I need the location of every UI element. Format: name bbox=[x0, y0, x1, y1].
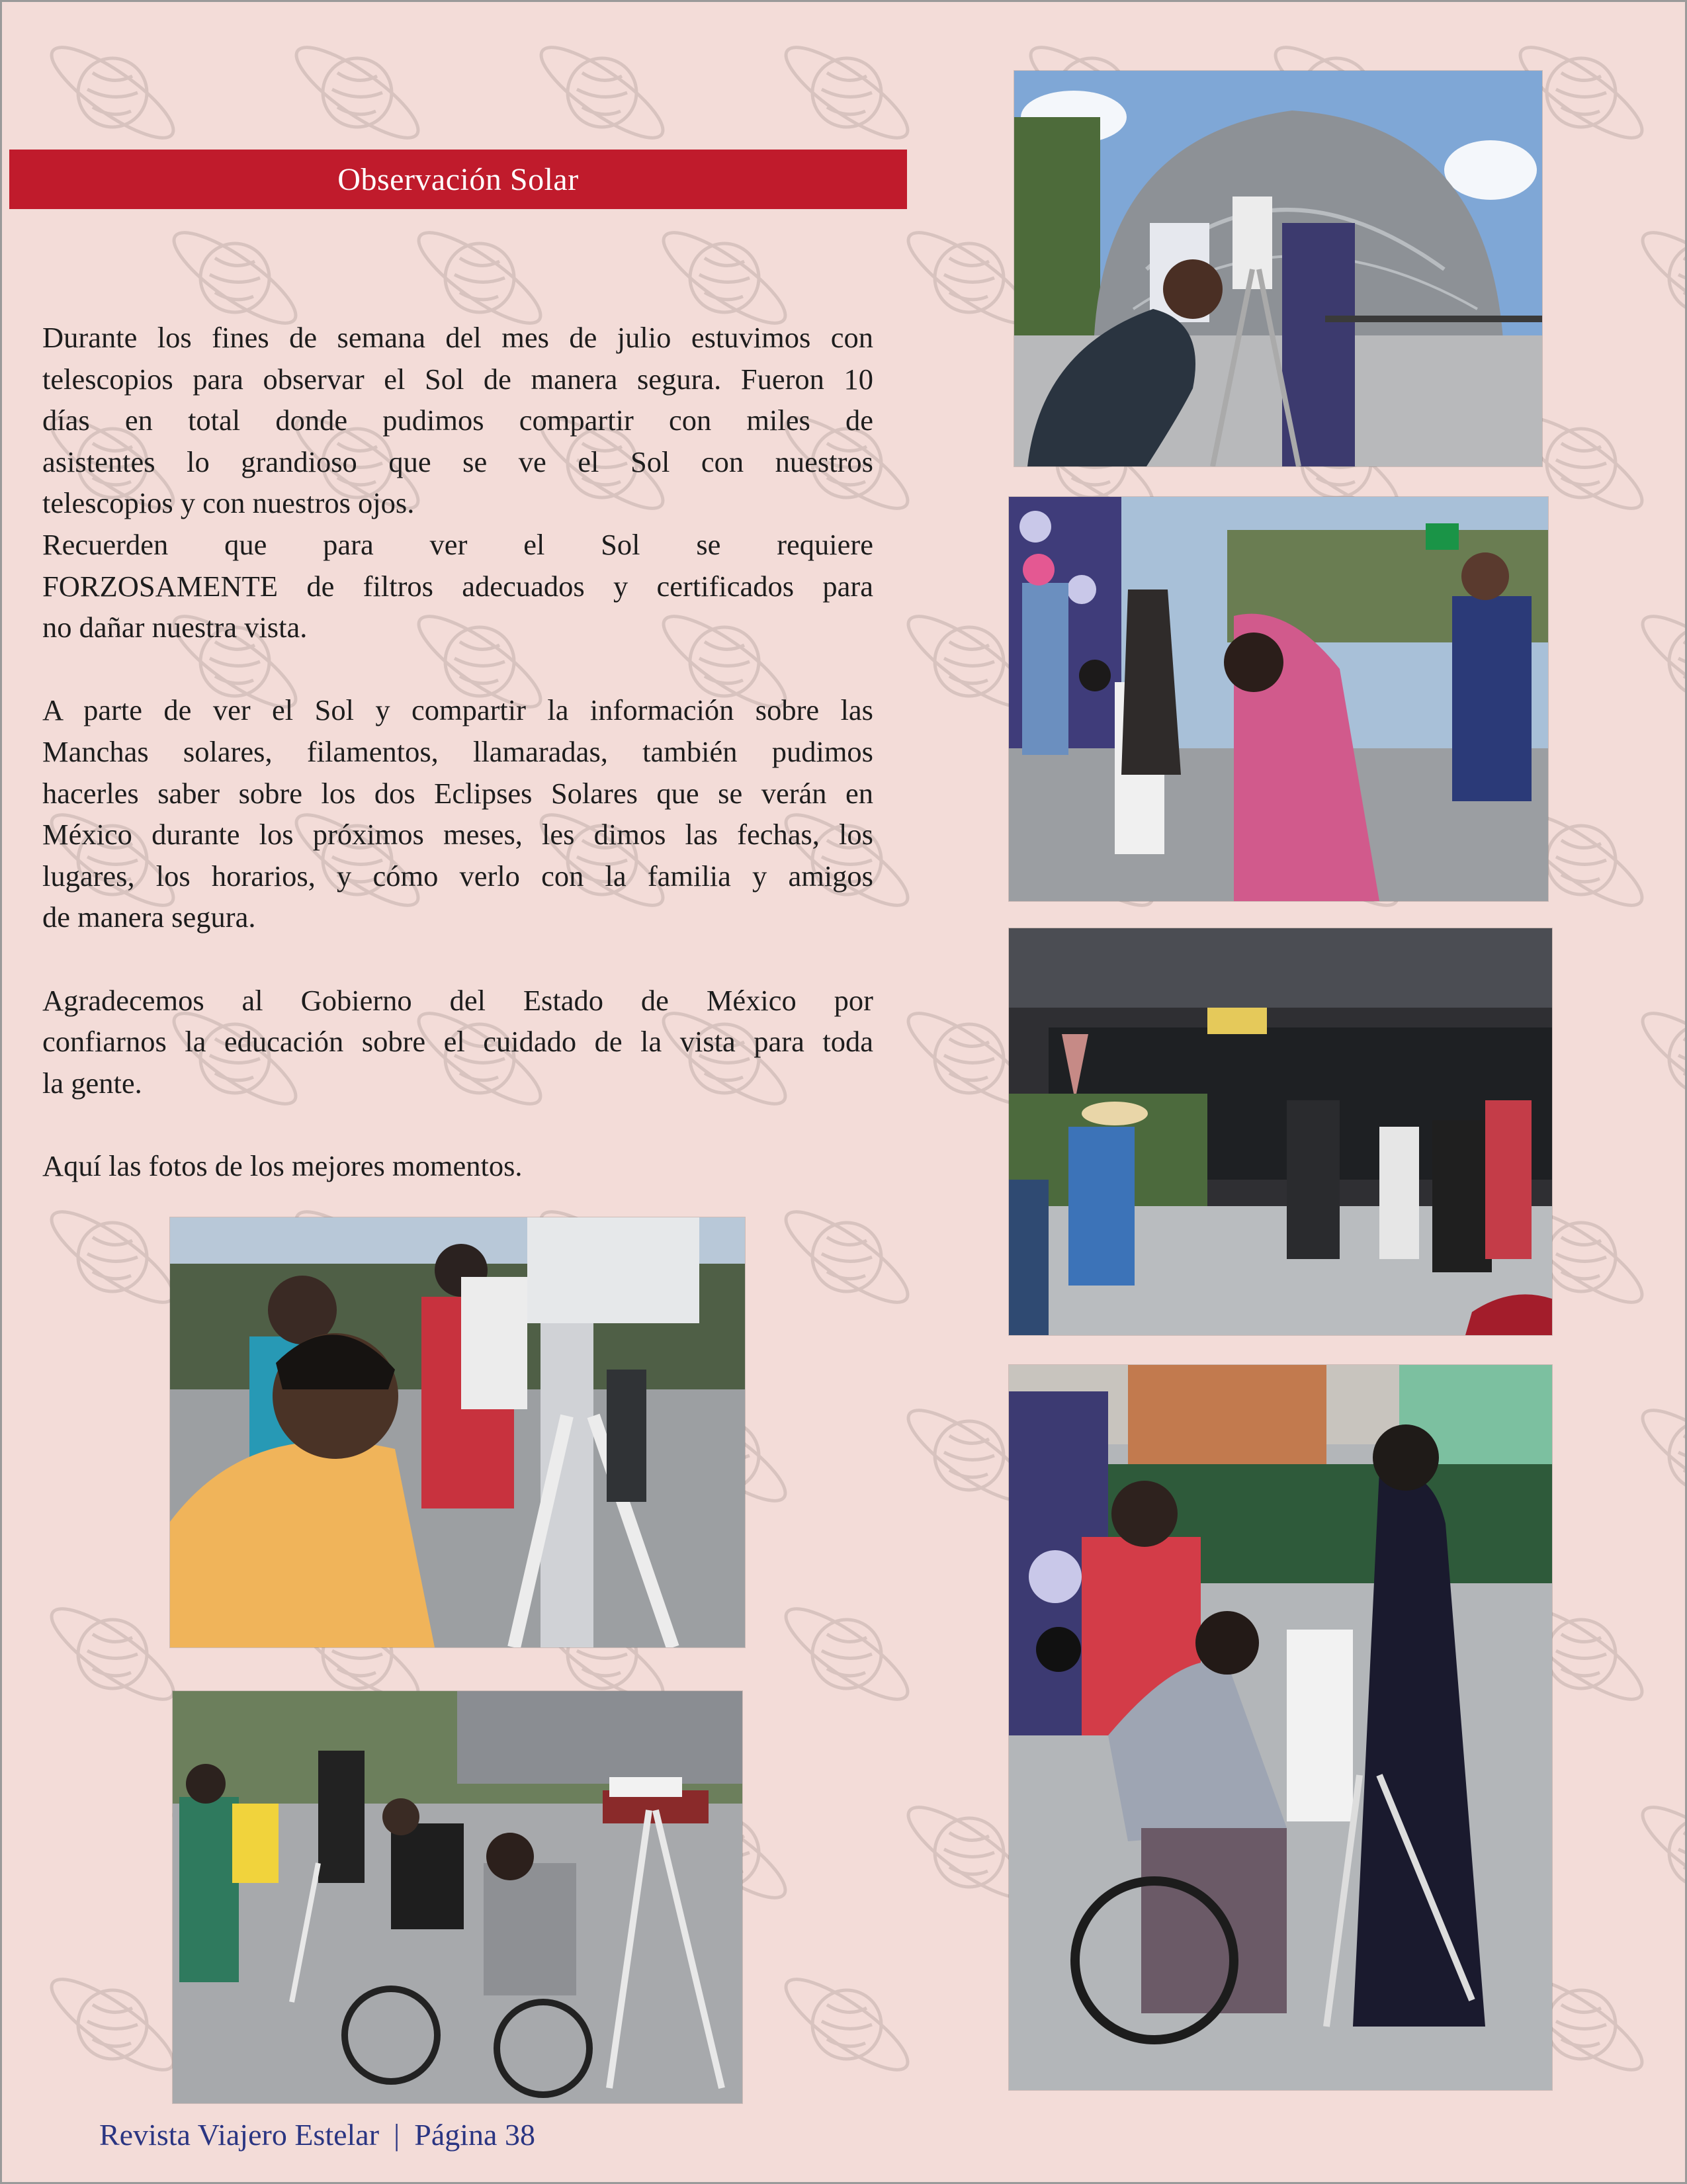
section-title: Observación Solar bbox=[337, 161, 579, 197]
page-footer bbox=[99, 2117, 535, 2152]
photo-planetarium-dome bbox=[1014, 71, 1542, 466]
text-line: lugares, los horarios, y cómo verlo con la familia y amigos bbox=[42, 859, 873, 893]
paragraph-1 bbox=[42, 317, 873, 648]
publication-name: Revista Viajero Estelar bbox=[99, 2118, 380, 2152]
saturn-icon bbox=[775, 1966, 919, 2084]
photo-visitors-at-telescope bbox=[1009, 497, 1548, 901]
section-title-bar bbox=[9, 150, 907, 209]
article-body bbox=[42, 317, 873, 1228]
saturn-icon bbox=[1632, 603, 1687, 721]
footer-separator: | bbox=[394, 2118, 400, 2152]
text-line: Recuerden que para ver el Sol se requiere bbox=[42, 527, 873, 561]
text-line: hacerles saber sobre los dos Eclipses Solares que se verán en bbox=[42, 776, 873, 810]
photo-boy-at-telescope bbox=[170, 1217, 745, 1647]
photo-group-near-building bbox=[1009, 928, 1552, 1335]
text-line: México durante los próximos meses, les dimos las fechas, los bbox=[42, 818, 873, 852]
text-line: Agradecemos al Gobierno del Estado de México por bbox=[42, 983, 873, 1017]
saturn-icon bbox=[1632, 1794, 1687, 1912]
saturn-icon bbox=[41, 34, 185, 152]
paragraph-4 bbox=[42, 1145, 873, 1187]
text-line: la gente. bbox=[42, 1066, 142, 1100]
saturn-icon bbox=[41, 1966, 185, 2084]
paragraph-2 bbox=[42, 689, 873, 938]
text-line: no dañar nuestra vista. bbox=[42, 611, 308, 644]
text-line: Manchas solares, filamentos, llamaradas, también pudimos bbox=[42, 734, 873, 768]
text-line: días en total donde pudimos compartir con miles de bbox=[42, 404, 873, 437]
text-line: de manera segura. bbox=[42, 900, 256, 934]
saturn-icon bbox=[775, 1595, 919, 1714]
saturn-icon bbox=[775, 34, 919, 152]
text-line: telescopios y con nuestros ojos. bbox=[42, 486, 415, 520]
text-line: telescopios para observar el Sol de manera segura. Fueron 10 bbox=[42, 362, 873, 396]
saturn-icon bbox=[531, 34, 674, 152]
text-line: Durante los fines de semana del mes de julio estuvimos con bbox=[42, 321, 873, 354]
text-line: A parte de ver el Sol y compartir la información sobre las bbox=[42, 693, 873, 727]
saturn-icon bbox=[1632, 1397, 1687, 1515]
photo-group-with-wheelchairs bbox=[173, 1691, 742, 2103]
saturn-icon bbox=[286, 34, 429, 152]
paragraph-3 bbox=[42, 980, 873, 1104]
page-number: Página 38 bbox=[414, 2118, 535, 2152]
photo-wheelchair-visitor bbox=[1009, 1365, 1552, 2090]
text-line: FORZOSAMENTE de filtros adecuados y certificados para bbox=[42, 569, 873, 603]
text-line: asistentes lo grandioso que se ve el Sol con nuestros bbox=[42, 445, 873, 478]
saturn-icon bbox=[1632, 219, 1687, 337]
saturn-icon bbox=[1632, 1000, 1687, 1118]
text-line: confiarnos la educación sobre el cuidado de la vista para toda bbox=[42, 1025, 873, 1059]
text-line: Aquí las fotos de los mejores momentos. bbox=[42, 1149, 523, 1182]
saturn-icon bbox=[41, 1595, 185, 1714]
